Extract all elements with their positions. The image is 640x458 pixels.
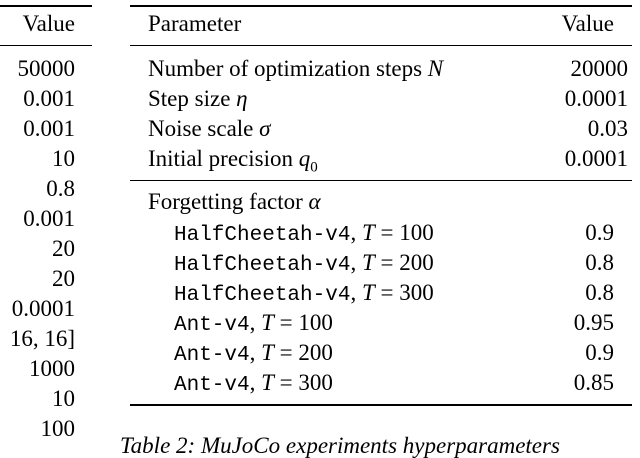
param-symbol: σ (259, 116, 271, 141)
horizon-equals: = (273, 310, 299, 335)
env-label (174, 371, 333, 396)
param-name: Noise scale (148, 116, 260, 141)
main-table-mid-rule (130, 180, 632, 181)
forgetting-factor-value: 0.8 (585, 280, 614, 305)
left-table-value: 1000 (29, 356, 75, 381)
env-label (174, 251, 434, 276)
table-caption: Table 2: MuJoCo experiments hyperparameters (120, 433, 560, 458)
horizon-value: 300 (399, 280, 434, 305)
left-table-value: 0.0001 (11, 296, 75, 321)
param-name: Number of optimization steps (148, 56, 428, 81)
env-name: Ant-v4 (174, 344, 250, 367)
left-table-value: 20 (52, 236, 75, 261)
horizon-equals: = (374, 280, 400, 305)
main-table-top-rule (130, 5, 632, 7)
left-table-value: 0.8 (46, 176, 75, 201)
left-table-value: 0.001 (23, 86, 75, 111)
param-label (148, 57, 443, 80)
forgetting-factor-title (148, 190, 321, 213)
horizon-value: 200 (298, 340, 333, 365)
env-comma: , (350, 280, 362, 305)
left-table-value: 10 (52, 386, 75, 411)
env-label (174, 281, 434, 306)
header-value: Value (561, 11, 614, 36)
horizon-equals: = (374, 250, 400, 275)
env-label (174, 311, 333, 336)
param-symbol: N (427, 56, 444, 81)
horizon-symbol: T (261, 370, 274, 395)
forgetting-factor-value: 0.9 (585, 340, 614, 365)
horizon-symbol: T (361, 250, 375, 275)
left-table-top-rule (0, 5, 92, 7)
env-comma: , (350, 250, 362, 275)
param-value: 0.03 (587, 116, 628, 141)
env-comma: , (350, 220, 362, 245)
horizon-equals: = (374, 220, 400, 245)
env-label (174, 221, 434, 246)
horizon-value: 300 (298, 370, 333, 395)
horizon-equals: = (273, 370, 299, 395)
env-comma: , (249, 310, 262, 335)
param-value: 0.0001 (564, 146, 628, 171)
param-subscript: 0 (310, 159, 318, 176)
param-label (148, 117, 270, 140)
left-table-value: 50000 (17, 56, 75, 81)
forgetting-factor-label: Forgetting factor (148, 189, 303, 214)
param-label (148, 87, 248, 110)
param-symbol: q (298, 146, 311, 171)
env-comma: , (249, 370, 262, 395)
forgetting-factor-value: 0.95 (573, 310, 614, 335)
env-name: HalfCheetah-v4 (174, 254, 351, 277)
left-table-value: 16, 16] (9, 326, 75, 351)
horizon-value: 100 (399, 220, 434, 245)
env-name: HalfCheetah-v4 (174, 284, 351, 307)
forgetting-factor-value: 0.9 (585, 220, 614, 245)
forgetting-factor-value: 0.8 (585, 250, 614, 275)
horizon-symbol: T (261, 340, 274, 365)
param-symbol: η (236, 86, 248, 111)
left-table-value: 10 (52, 146, 75, 171)
env-name: Ant-v4 (174, 314, 250, 337)
env-name: HalfCheetah-v4 (174, 224, 351, 247)
horizon-equals: = (273, 340, 299, 365)
header-parameter: Parameter (148, 11, 242, 36)
horizon-symbol: T (361, 280, 375, 305)
left-table-value: 100 (40, 416, 75, 441)
param-value: 20000 (570, 56, 628, 81)
env-comma: , (249, 340, 262, 365)
horizon-value: 100 (298, 310, 333, 335)
param-value: 0.0001 (564, 86, 628, 111)
env-label (174, 341, 333, 366)
param-label (148, 147, 318, 176)
horizon-symbol: T (261, 310, 274, 335)
main-table-header-rule (130, 45, 632, 46)
left-table-value: 0.001 (23, 206, 75, 231)
param-name: Step size (148, 86, 237, 111)
left-table-header: Value (22, 11, 75, 36)
horizon-value: 200 (399, 250, 434, 275)
left-table-value: 0.001 (23, 116, 75, 141)
left-table-header-rule (0, 45, 92, 46)
forgetting-factor-value: 0.85 (573, 370, 614, 395)
main-table-bottom-rule (130, 404, 632, 406)
env-name: Ant-v4 (174, 374, 250, 397)
horizon-symbol: T (361, 220, 375, 245)
alpha-symbol: α (308, 189, 321, 214)
left-table-value: 20 (52, 266, 75, 291)
param-name: Initial precision (148, 146, 299, 171)
